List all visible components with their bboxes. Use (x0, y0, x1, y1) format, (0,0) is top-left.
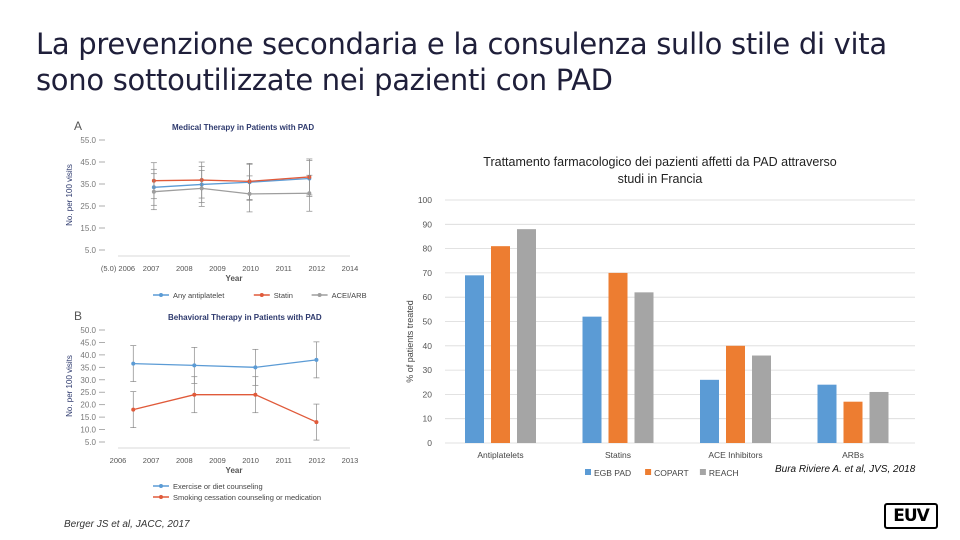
legend-label: ACEI/ARB (331, 291, 367, 300)
series-line (154, 188, 309, 194)
legend-label: COPART (654, 468, 689, 478)
bar (517, 229, 536, 443)
slide-title: La prevenzione secondaria e la consulenza sullo stile di vita sono sottoutilizzate nei pazienti con PAD (36, 27, 887, 97)
y-tick-label: 50.0 (80, 326, 96, 335)
y-tick-label: 45.0 (80, 158, 96, 167)
x-axis-label: Year (225, 274, 243, 283)
legend-swatch (700, 469, 706, 475)
x-tick-label: 2009 (209, 456, 226, 465)
panel-letter: A (74, 119, 83, 133)
series-line (133, 395, 316, 422)
legend-label: Exercise or diet counseling (173, 482, 263, 491)
data-point (131, 408, 135, 412)
y-tick-label: 50 (422, 316, 432, 327)
legend-label: Any antiplatelet (173, 291, 225, 300)
category-label: ACE Inhibitors (708, 450, 763, 460)
y-tick-label: 10.0 (80, 425, 96, 435)
x-tick-label: 2007 (142, 456, 160, 465)
y-tick-label: 5.0 (84, 246, 96, 255)
legend-label: Statin (273, 291, 293, 300)
bar (818, 385, 837, 443)
category-label: Statins (605, 450, 631, 460)
y-axis-label: No. per 100 visits (65, 164, 74, 226)
bar (752, 356, 771, 443)
y-tick-label: 55.0 (80, 136, 96, 145)
bar (635, 292, 654, 443)
x-tick-label: 2012 (308, 264, 326, 273)
bar (726, 346, 745, 443)
y-tick-label: 35.0 (80, 363, 96, 373)
series-line (154, 177, 309, 181)
y-axis-label: % of patients treated (405, 300, 415, 383)
y-tick-label: 15.0 (80, 413, 96, 423)
bar (491, 246, 510, 443)
legend-swatch (645, 469, 651, 475)
bar (465, 275, 484, 443)
data-point (131, 362, 135, 366)
data-point (152, 190, 156, 194)
y-tick-label: 25.0 (80, 388, 96, 398)
y-tick-label: 100 (417, 195, 432, 205)
bar (583, 317, 602, 443)
legend-marker (159, 495, 163, 499)
legend-swatch (585, 469, 591, 475)
x-tick-label: 2011 (275, 456, 292, 465)
y-tick-label: 35.0 (80, 180, 96, 189)
data-point (314, 420, 318, 424)
x-tick-label: (5.0) 2006 (100, 264, 136, 273)
series-line (133, 360, 316, 367)
legend-marker (159, 293, 163, 297)
y-tick-label: 0 (427, 438, 432, 448)
y-tick-label: 5.0 (84, 438, 96, 447)
data-point (192, 393, 196, 397)
citation-right: Bura Riviere A. et al, JVS, 2018 (775, 464, 916, 475)
x-tick-label: 2011 (275, 264, 292, 273)
legend-marker (318, 293, 322, 297)
x-tick-label: 2012 (308, 456, 326, 465)
y-tick-label: 80 (422, 243, 432, 254)
university-logo: EUV (884, 503, 938, 529)
data-point (307, 191, 311, 195)
x-tick-label: 2008 (175, 456, 193, 465)
x-tick-label: 2006 (109, 456, 127, 465)
legend-label: Smoking cessation counseling or medication (173, 493, 321, 502)
legend-label: REACH (708, 468, 739, 478)
x-axis-label: Year (225, 466, 243, 475)
bar-chart-title-line1: Trattamento farmacologico dei pazienti affetti da PAD attraverso (483, 155, 837, 169)
y-tick-label: 10 (422, 413, 432, 424)
legend-marker (260, 293, 264, 297)
y-tick-label: 45.0 (80, 338, 96, 348)
y-tick-label: 70 (422, 267, 432, 278)
panel-letter: B (74, 309, 83, 323)
y-tick-label: 30.0 (80, 375, 96, 385)
panel-title: Medical Therapy in Patients with PAD (172, 123, 315, 132)
x-tick-label: 2014 (341, 264, 359, 273)
bar (700, 380, 719, 443)
y-tick-label: 60 (422, 292, 432, 303)
y-tick-label: 20 (422, 389, 432, 400)
y-tick-label: 90 (422, 219, 432, 230)
x-tick-label: 2007 (142, 264, 160, 273)
y-tick-label: 15.0 (80, 224, 96, 233)
data-point (253, 365, 257, 369)
category-label: Antiplatelets (477, 450, 524, 460)
y-tick-label: 30 (422, 365, 432, 376)
data-point (192, 363, 196, 367)
citation-left: Berger JS et al, JACC, 2017 (64, 519, 190, 530)
y-tick-label: 20.0 (80, 400, 96, 410)
data-point (248, 192, 252, 196)
y-tick-label: 40.0 (80, 350, 96, 360)
panel-title: Behavioral Therapy in Patients with PAD (168, 313, 322, 322)
x-tick-label: 2013 (341, 456, 359, 465)
bar (870, 392, 889, 443)
x-tick-label: 2009 (209, 264, 226, 273)
legend-label: EGB PAD (594, 468, 632, 478)
bar (844, 402, 863, 443)
y-tick-label: 40 (422, 340, 432, 351)
y-tick-label: 25.0 (80, 202, 96, 211)
x-tick-label: 2010 (242, 264, 259, 273)
y-axis-label: No. per 100 visits (65, 355, 74, 417)
category-label: ARBs (842, 450, 864, 460)
legend-marker (159, 484, 163, 488)
data-point (253, 393, 257, 397)
x-tick-label: 2008 (175, 264, 193, 273)
bar-chart-title-line2: studi in Francia (617, 172, 703, 186)
x-tick-label: 2010 (242, 456, 259, 465)
data-point (314, 358, 318, 362)
bar (609, 273, 628, 443)
data-point (200, 186, 204, 190)
